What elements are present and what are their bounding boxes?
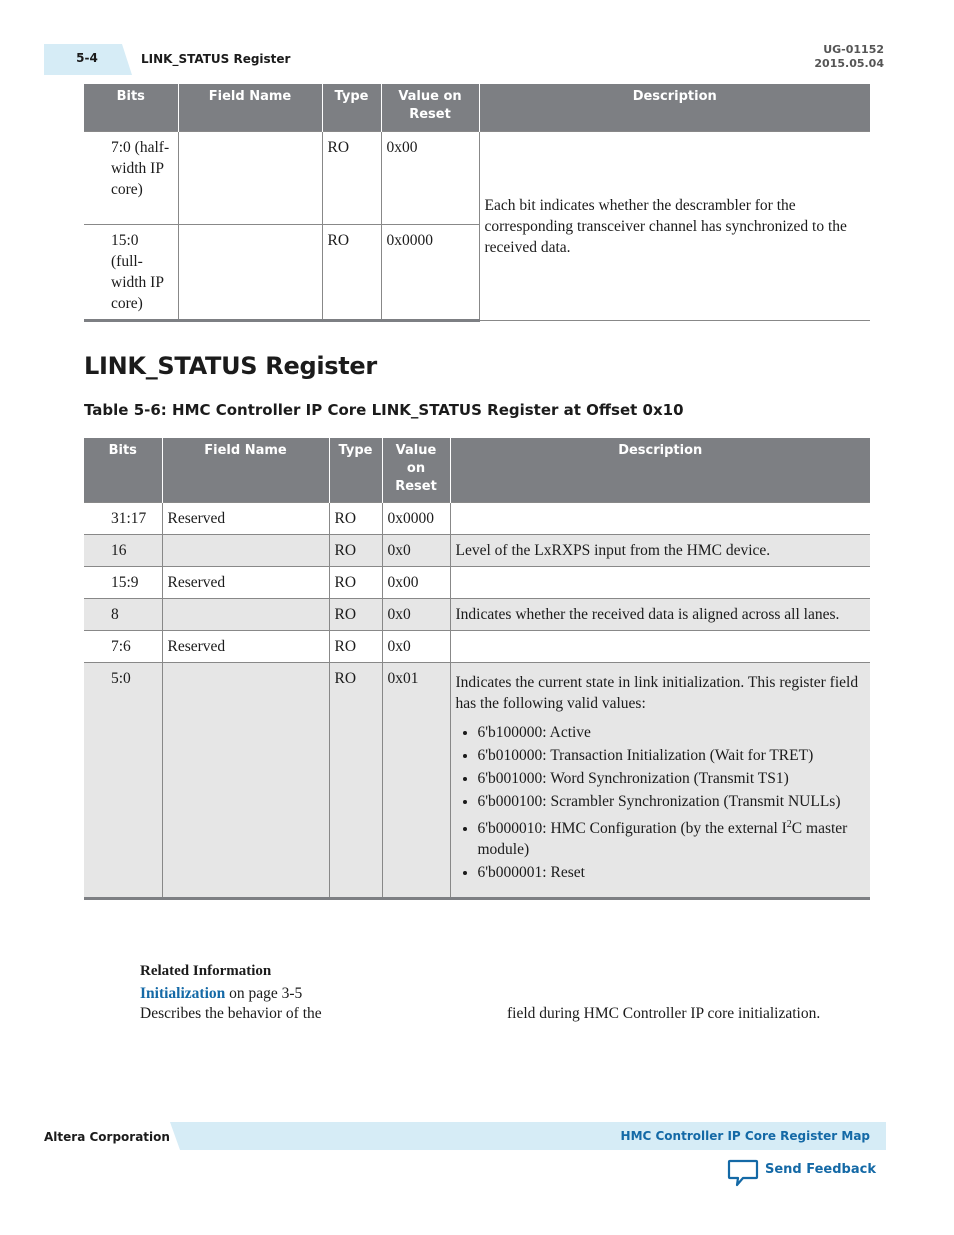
cell-description: Indicates whether the received data is aligned across all lanes. bbox=[450, 599, 870, 631]
section-heading: LINK_STATUS Register bbox=[84, 352, 377, 380]
table-row bbox=[84, 631, 870, 663]
list-item bbox=[478, 814, 866, 860]
cell-field-name: Reserved bbox=[162, 503, 329, 535]
cell-description bbox=[450, 503, 870, 535]
table-header-row bbox=[84, 84, 870, 132]
doc-id: UG-01152 bbox=[823, 43, 884, 56]
column-header-bits: Bits bbox=[84, 438, 162, 503]
cell-bits: 15:0 (full-width IP core) bbox=[84, 225, 178, 321]
cell-field-name bbox=[162, 599, 329, 631]
cell-bits: 7:6 bbox=[84, 631, 162, 663]
column-header-bits: Bits bbox=[84, 84, 178, 132]
cell-type: RO bbox=[329, 663, 382, 899]
cell-type: RO bbox=[329, 631, 382, 663]
column-header-type: Type bbox=[322, 84, 381, 132]
list-item: • 6'b000001: Reset bbox=[478, 862, 866, 883]
cell-reset-value: 0x0000 bbox=[382, 503, 450, 535]
related-information-title: Related Information bbox=[140, 963, 272, 979]
cell-description bbox=[450, 663, 870, 899]
cell-description bbox=[450, 567, 870, 599]
send-feedback-label: Send Feedback bbox=[765, 1162, 876, 1177]
cell-type: RO bbox=[329, 503, 382, 535]
column-header-description: Description bbox=[450, 438, 870, 503]
cell-field-name: Reserved bbox=[162, 631, 329, 663]
cell-reset-value: 0x00 bbox=[381, 132, 479, 225]
column-header-value-on-reset: Value on Reset bbox=[382, 438, 450, 503]
cell-field-name bbox=[178, 225, 322, 321]
cell-description: Each bit indicates whether the descrambler for the corresponding transceiver channel has synchronized to the received data. bbox=[479, 132, 870, 321]
cell-type: RO bbox=[329, 567, 382, 599]
cell-type: RO bbox=[329, 535, 382, 567]
cell-type: RO bbox=[322, 132, 381, 225]
cell-reset-value: 0x01 bbox=[382, 663, 450, 899]
cell-field-name: Reserved bbox=[162, 567, 329, 599]
cell-type: RO bbox=[329, 599, 382, 631]
cell-type: RO bbox=[322, 225, 381, 321]
cell-reset-value: 0x0 bbox=[382, 535, 450, 567]
cell-reset-value: 0x0 bbox=[382, 599, 450, 631]
cell-bits: 7:0 (half-width IP core) bbox=[84, 132, 178, 225]
doc-date: 2015.05.04 bbox=[814, 57, 884, 70]
cell-reset-value: 0x0 bbox=[382, 631, 450, 663]
table-row bbox=[84, 535, 870, 567]
link-state-intro: Indicates the current state in link initialization. This register field has the following valid values: bbox=[455, 674, 859, 712]
table-row bbox=[84, 599, 870, 631]
cell-bits: 5:0 bbox=[84, 663, 162, 899]
hmc-config-text: 6'b000010: HMC Configuration (by the external I bbox=[477, 820, 787, 838]
column-header-description: Description bbox=[479, 84, 870, 132]
running-title: LINK_STATUS Register bbox=[141, 52, 291, 66]
cell-bits: 16 bbox=[84, 535, 162, 567]
cell-field-name bbox=[162, 535, 329, 567]
cell-bits: 15:9 bbox=[84, 567, 162, 599]
feedback-speech-bubble-icon bbox=[727, 1158, 759, 1188]
table-row bbox=[84, 663, 870, 899]
link-status-register-table bbox=[84, 438, 870, 900]
cell-field-name bbox=[162, 663, 329, 899]
cell-description bbox=[450, 631, 870, 663]
table-row bbox=[84, 503, 870, 535]
table-row bbox=[84, 132, 870, 225]
column-header-field-name: Field Name bbox=[162, 438, 329, 503]
table-header-row bbox=[84, 438, 870, 503]
initialization-link[interactable]: Initialization bbox=[140, 985, 226, 1002]
page-number-tab bbox=[44, 44, 132, 75]
list-item: • 6'b000100: Scrambler Synchronization (Transmit NULLs) bbox=[478, 791, 866, 812]
list-item: • 6'b010000: Transaction Initialization (Wait for TRET) bbox=[478, 745, 866, 766]
column-header-field-name: Field Name bbox=[178, 84, 322, 132]
link-page-reference: on page 3-5 bbox=[225, 985, 303, 1002]
related-description-start: Describes the behavior of the bbox=[140, 1005, 322, 1022]
footer-company: Altera Corporation bbox=[44, 1130, 170, 1144]
list-item: • 6'b001000: Word Synchronization (Transmit TS1) bbox=[478, 768, 866, 789]
descrambler-status-table bbox=[84, 84, 870, 322]
column-header-value-on-reset: Value on Reset bbox=[381, 84, 479, 132]
cell-reset-value: 0x00 bbox=[382, 567, 450, 599]
cell-field-name bbox=[178, 132, 322, 225]
cell-bits: 31:17 bbox=[84, 503, 162, 535]
column-header-type: Type bbox=[329, 438, 382, 503]
table-row bbox=[84, 567, 870, 599]
valid-values-list bbox=[456, 722, 866, 883]
list-item: • 6'b100000: Active bbox=[478, 722, 866, 743]
related-description-end: field during HMC Controller IP core initialization. bbox=[507, 1005, 821, 1022]
cell-bits: 8 bbox=[84, 599, 162, 631]
cell-description: Level of the LxRXPS input from the HMC device. bbox=[450, 535, 870, 567]
send-feedback-button[interactable] bbox=[727, 1158, 876, 1188]
cell-reset-value: 0x0000 bbox=[381, 225, 479, 321]
table-caption: Table 5-6: HMC Controller IP Core LINK_STATUS Register at Offset 0x10 bbox=[84, 401, 684, 419]
hmc-config-text-tail: C master module) bbox=[477, 820, 848, 859]
footer-chapter-title[interactable]: HMC Controller IP Core Register Map bbox=[620, 1129, 870, 1143]
superscript-2: 2 bbox=[786, 819, 792, 830]
related-link-line bbox=[140, 985, 302, 1003]
page-number: 5-4 bbox=[76, 51, 98, 65]
doc-id-block bbox=[814, 43, 884, 71]
